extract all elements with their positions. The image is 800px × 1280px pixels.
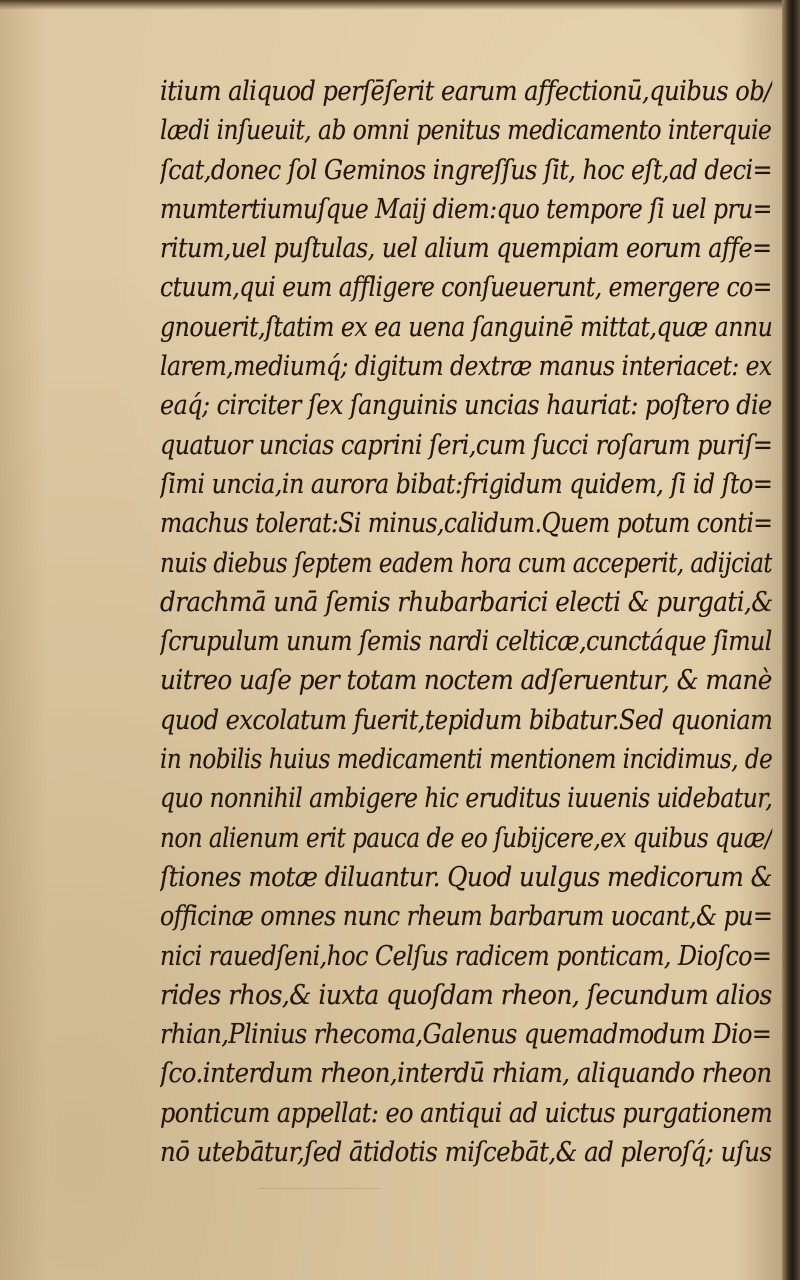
text-line: ſcrupulum unum ſemis nardi celticæ,cunctáque ſimul: [160, 626, 772, 658]
book-spine-shadow: [782, 0, 800, 1280]
text-line: nō utebātur,ſed ātidotis miſcebāt,& ad pleroſq́; uſus: [160, 1137, 772, 1169]
text-line: officinæ omnes nunc rheum barbarum uocant,& pu=: [160, 901, 773, 933]
text-line: mumtertiumuſque Maij diem:quo tempore ſi uel pru=: [160, 193, 772, 225]
text-line: ctuum,qui eum affligere conſueuerunt, emergere co=: [160, 272, 772, 304]
text-line: quod excolatum fuerit,tepidum bibatur.Sed quoniam: [160, 704, 773, 736]
bottom-smudge: [260, 1188, 380, 1199]
text-line: itium aliquod perſēſerit earum affectionū,quibus ob/: [160, 76, 772, 107]
text-line: nuis diebus ſeptem eadem hora cum acceperit, adijciat: [160, 547, 773, 579]
text-line: ponticum appellat: eo antiqui ad uictus purgationem: [160, 1097, 773, 1129]
text-line: uitreo uaſe per totam noctem adſeruentur, & manè: [160, 665, 772, 697]
text-line: rhian,Plinius rhecoma,Galenus quemadmodum Dio=: [160, 1019, 772, 1051]
text-line: ſcat,donec ſol Geminos ingreſſus ſit, hoc eſt,ad deci=: [160, 154, 772, 186]
text-line: ſco.interdum rheon,interdū rhiam, aliquando rheon: [160, 1058, 772, 1090]
text-line: ſtiones motæ diluantur. Quod uulgus medicorum &: [160, 861, 772, 893]
text-line: drachmā unā ſemis rhubarbarici electi & purgati,&: [160, 586, 773, 618]
text-block: [160, 72, 772, 1172]
text-line: eaq́; circiter ſex ſanguinis uncias hauriat: poſtero die: [160, 390, 772, 422]
text-line: gnouerit,ſtatim ex ea uena ſanguinē mittat,quæ annu: [160, 311, 773, 343]
text-line: ſimi uncia,in aurora bibat:frigidum quidem, ſi id ſto=: [160, 468, 772, 500]
text-line: rides rhos,& iuxta quoſdam rheon, ſecundum alios: [160, 979, 772, 1011]
text-line: lædi inſueuit, ab omni penitus medicamento interquie: [160, 115, 772, 147]
text-line: nici rauedſeni,hoc Celſus radicem ponticam, Dioſco=: [160, 940, 772, 972]
text-line: non alienum erit pauca de eo ſubijcere,ex quibus quæ/: [160, 822, 773, 854]
page-top-edge: [0, 0, 782, 10]
text-line: quo nonnihil ambigere hic eruditus iuuenis uidebatur,: [160, 783, 773, 815]
text-line: machus tolerat:Si minus,calidum.Quem potum conti=: [160, 508, 773, 540]
text-line: larem,mediumq́; digitum dextræ manus interiacet: ex: [160, 351, 772, 383]
text-line: ritum,uel puſtulas, uel alium quempiam eorum affe=: [160, 233, 772, 265]
text-line: in nobilis huius medicamenti mentionem incidimus, de: [160, 744, 773, 776]
text-line: quatuor uncias caprini ſeri,cum ſucci roſarum puriſ=: [160, 429, 772, 461]
